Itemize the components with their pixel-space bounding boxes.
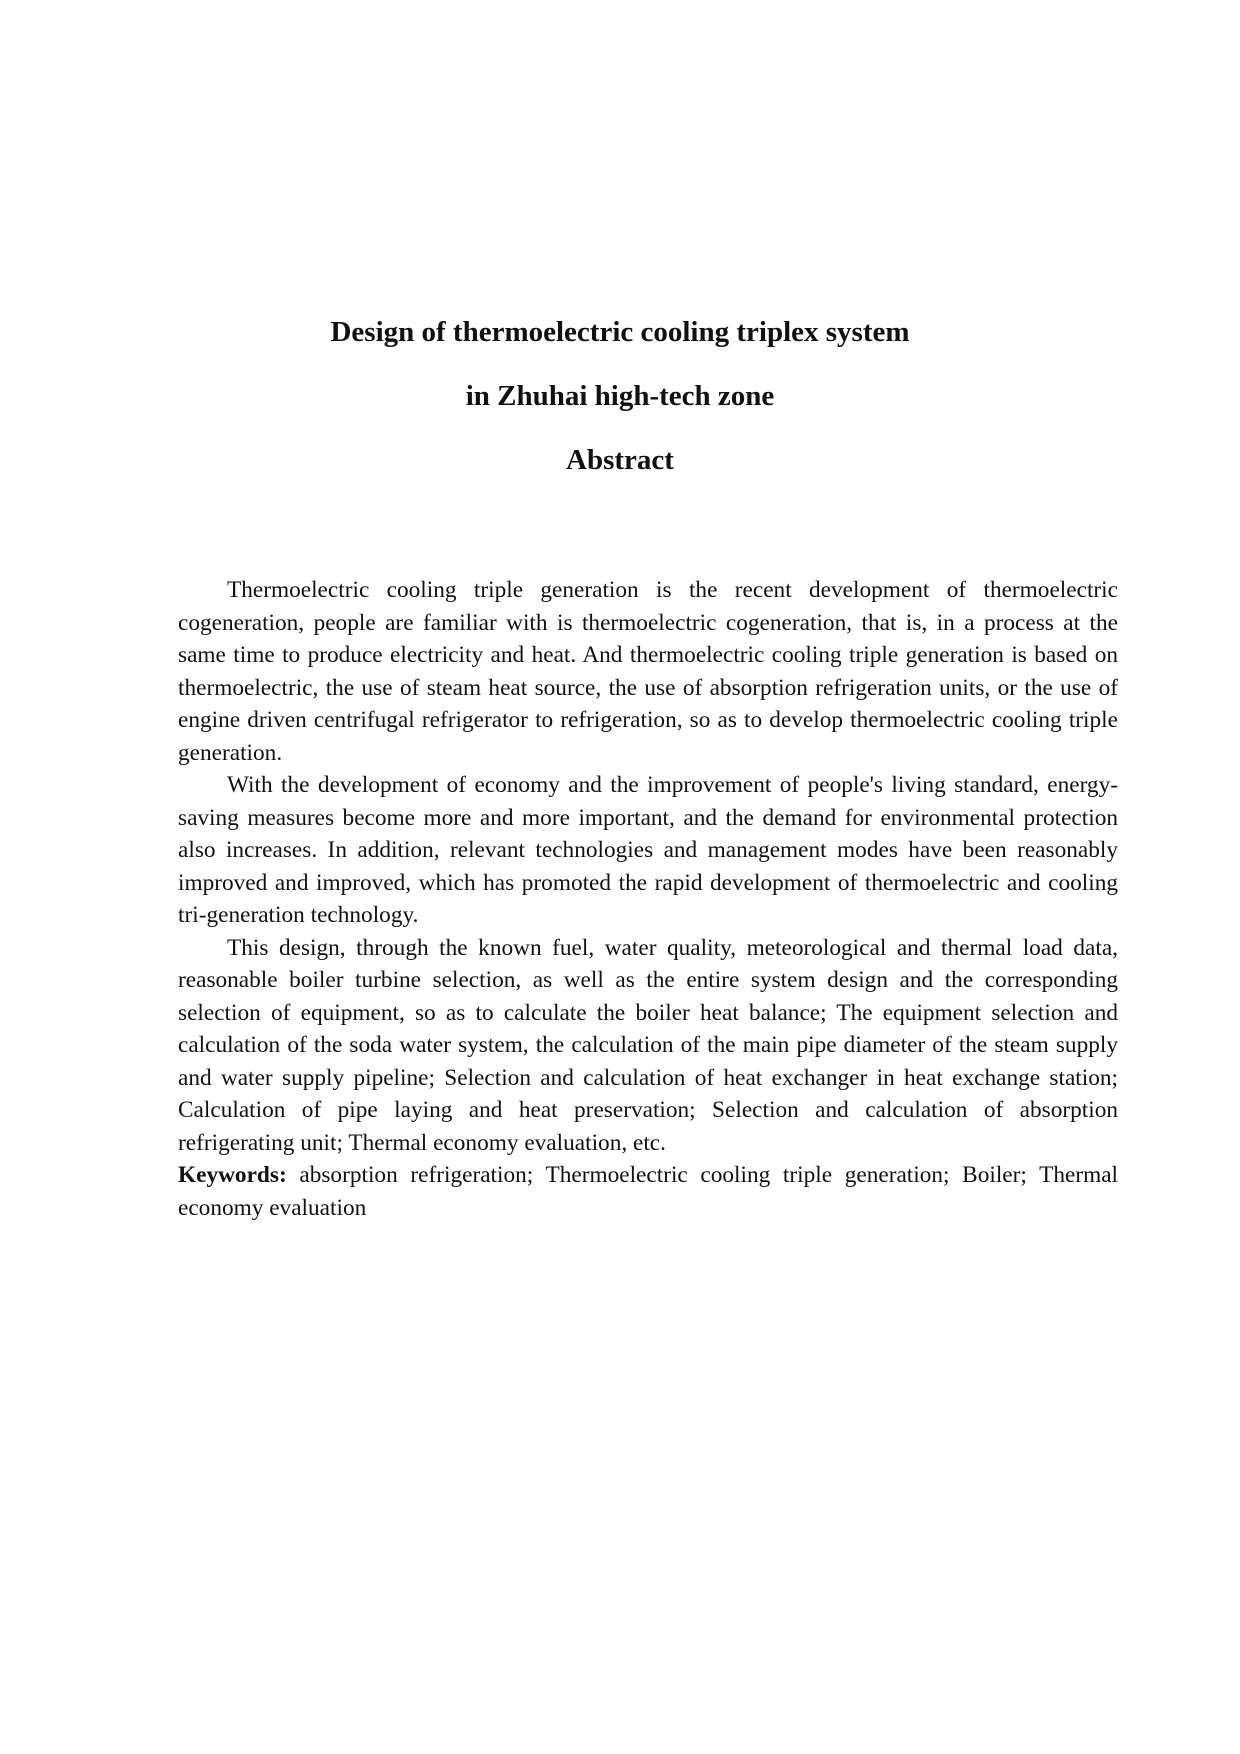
keywords-label: Keywords:: [178, 1162, 287, 1188]
title-block: [0, 300, 1240, 492]
keywords-line: [178, 1159, 1118, 1224]
abstract-paragraph-1: Thermoelectric cooling triple generation is the recent development of thermoelectric cogeneration, people are familiar with is thermoelectric cogeneration, that is, in a process at the same time to produce electricity and heat. And thermoelectric cooling triple generation is based on thermoelectric, the use of steam heat source, the use of absorption refrigeration units, or the use of engine driven centrifugal refrigerator to refrigeration, so as to develop thermoelectric cooling triple generation.: [178, 577, 1118, 766]
title-line-2: in Zhuhai high-tech zone: [465, 380, 775, 412]
abstract-heading: Abstract: [566, 444, 674, 476]
abstract-paragraph-3: This design, through the known fuel, water quality, meteorological and thermal load data, reasonable boiler turbine selection, as well as the entire system design and the corresponding selection of equipment, so as to calculate the boiler heat balance; The equipment selection and calculation of the soda water system, the calculation of the main pipe diameter of the steam supply and water supply pipeline; Selection and calculation of heat exchanger in heat exchange station; Calculation of pipe laying and heat preservation; Selection and calculation of absorption refrigerating unit; Thermal economy evaluation, etc.: [178, 934, 1118, 1156]
abstract-body: [178, 574, 1118, 1224]
title-line-1: Design of thermoelectric cooling triplex system: [330, 316, 910, 348]
abstract-paragraph-2: With the development of economy and the improvement of people's living standard, energy-saving measures become more and more important, and the demand for environmental protection also increases. In addition, relevant technologies and management modes have been reasonably improved and improved, which has promoted the rapid development of thermoelectric and cooling tri-generation technology.: [178, 772, 1118, 928]
keywords-text: absorption refrigeration; Thermoelectric cooling triple generation; Boiler; Thermal economy evaluation: [178, 1162, 1119, 1221]
